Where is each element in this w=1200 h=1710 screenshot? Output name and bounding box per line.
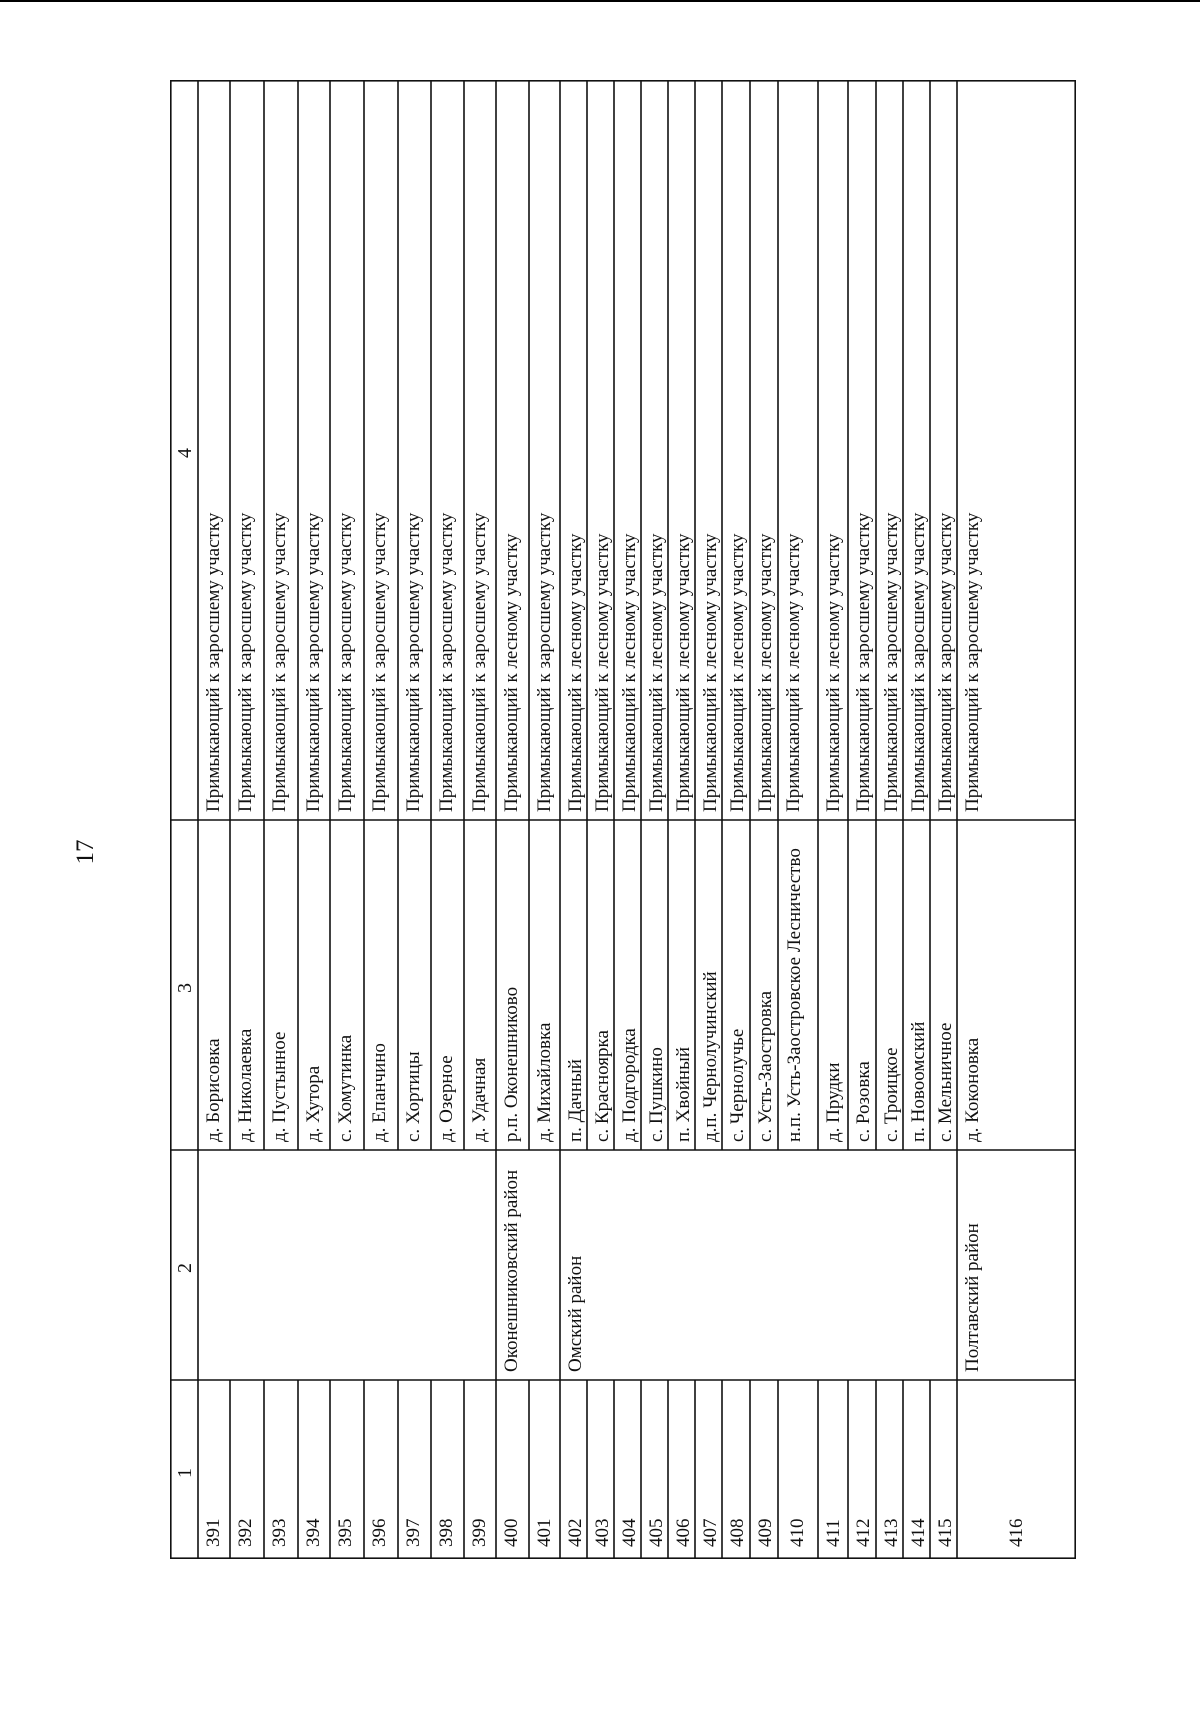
area-type: Примыкающий к заросшему участку — [469, 512, 490, 812]
area-type: Примыкающий к лесному участку — [755, 533, 776, 812]
settlement-name: с. Пушкино — [646, 1047, 667, 1142]
area-type: Примыкающий к заросшему участку — [436, 512, 457, 812]
row-number: 400 — [501, 1518, 522, 1547]
area-type: Примыкающий к лесному участку — [783, 533, 804, 812]
area-type: Примыкающий к лесному участку — [700, 533, 721, 812]
row-number: 405 — [646, 1518, 667, 1547]
row-number: 411 — [823, 1519, 844, 1547]
area-type: Примыкающий к лесному участку — [565, 533, 586, 812]
district-name: Полтавский район — [962, 1223, 983, 1372]
area-type: Примыкающий к лесному участку — [501, 533, 522, 812]
settlement-name: д. Николаевка — [235, 1028, 256, 1142]
area-type: Примыкающий к заросшему участку — [908, 512, 929, 812]
settlement-name: р.п. Оконешниково — [501, 986, 522, 1142]
settlement-name: п. Хвойный — [673, 1047, 694, 1142]
settlement-name: с. Хомутинка — [335, 1034, 356, 1142]
area-type: Примыкающий к заросшему участку — [853, 512, 874, 812]
area-type: Примыкающий к лесному участку — [727, 533, 748, 812]
row-number: 404 — [619, 1518, 640, 1547]
header-col-1: 1 — [174, 1467, 196, 1478]
area-type: Примыкающий к заросшему участку — [962, 512, 983, 812]
table-grid — [170, 80, 1076, 1559]
area-type: Примыкающий к заросшему участку — [534, 512, 555, 812]
area-type: Примыкающий к заросшему участку — [335, 512, 356, 812]
settlement-name: д. Хутора — [303, 1065, 324, 1142]
header-col-4: 4 — [174, 448, 196, 458]
row-number: 415 — [935, 1518, 956, 1547]
row-number: 399 — [469, 1518, 490, 1547]
settlement-name: п. Новоомский — [908, 1021, 929, 1142]
row-number: 413 — [881, 1518, 902, 1547]
settlement-name: д. Подгородка — [619, 1028, 640, 1142]
area-type: Примыкающий к лесному участку — [619, 533, 640, 812]
row-number: 407 — [700, 1518, 721, 1547]
row-number: 391 — [203, 1518, 224, 1547]
settlement-name: д. Пустынное — [269, 1031, 290, 1142]
area-type: Примыкающий к лесному участку — [592, 533, 613, 812]
area-type: Примыкающий к лесному участку — [823, 533, 844, 812]
row-number: 396 — [369, 1518, 390, 1547]
row-number: 402 — [565, 1518, 586, 1547]
settlement-name: д. Михайловка — [534, 1022, 555, 1142]
area-type: Примыкающий к заросшему участку — [269, 512, 290, 812]
district-name: Омский район — [565, 1255, 586, 1372]
settlement-name: с. Чернолучье — [727, 1028, 748, 1142]
area-type: Примыкающий к заросшему участку — [235, 512, 256, 812]
settlement-name: с. Розовка — [853, 1061, 874, 1142]
area-type: Примыкающий к заросшему участку — [881, 512, 902, 812]
settlement-name: с. Красноярка — [592, 1030, 613, 1142]
area-type: Примыкающий к лесному участку — [673, 533, 694, 812]
settlement-name: н.п. Усть-Заостровское Лесничество — [784, 848, 805, 1142]
area-type: Примыкающий к заросшему участку — [369, 512, 390, 812]
area-type: Примыкающий к лесному участку — [646, 533, 667, 812]
district-name: Оконешниковский район — [501, 1169, 522, 1372]
settlement-name: д. Озерное — [436, 1055, 457, 1142]
row-number: 412 — [853, 1518, 874, 1547]
row-number: 414 — [908, 1518, 929, 1547]
row-number: 393 — [269, 1518, 290, 1547]
settlement-name: д. Епанчино — [369, 1043, 390, 1142]
row-number: 397 — [403, 1518, 424, 1547]
scan-top-edge — [0, 0, 1200, 2]
row-number: 416 — [1005, 1518, 1027, 1547]
area-type: Примыкающий к заросшему участку — [403, 512, 424, 812]
row-number: 392 — [235, 1518, 256, 1547]
header-col-3: 3 — [174, 983, 196, 993]
row-number: 394 — [303, 1518, 324, 1547]
settlement-name: с. Троицкое — [881, 1047, 902, 1142]
area-type: Примыкающий к заросшему участку — [303, 512, 324, 812]
row-number: 408 — [727, 1518, 748, 1547]
settlement-name: с. Мельничное — [935, 1022, 956, 1142]
settlement-name: д.п. Чернолучинский — [700, 971, 721, 1142]
row-number: 398 — [436, 1518, 457, 1547]
settlement-name: с. Усть-Заостровка — [755, 990, 776, 1142]
settlement-name: д. Прудки — [823, 1062, 844, 1142]
settlements-table — [170, 80, 1076, 1559]
settlement-name: д. Борисовка — [203, 1038, 224, 1142]
row-number: 406 — [673, 1518, 694, 1547]
page-number: 17 — [72, 839, 99, 865]
row-number: 401 — [534, 1518, 555, 1547]
header-col-2: 2 — [174, 1263, 196, 1273]
area-type: Примыкающий к заросшему участку — [935, 512, 956, 812]
area-type: Примыкающий к заросшему участку — [203, 512, 224, 812]
row-number: 409 — [755, 1518, 776, 1547]
settlement-name: п. Дачный — [565, 1059, 586, 1142]
settlement-name: с. Хортицы — [403, 1051, 424, 1142]
row-number: 410 — [787, 1518, 808, 1547]
row-number: 403 — [592, 1518, 613, 1547]
row-number: 395 — [335, 1518, 356, 1547]
settlement-name: д. Коконовка — [962, 1037, 983, 1142]
settlement-name: д. Удачная — [469, 1057, 490, 1142]
